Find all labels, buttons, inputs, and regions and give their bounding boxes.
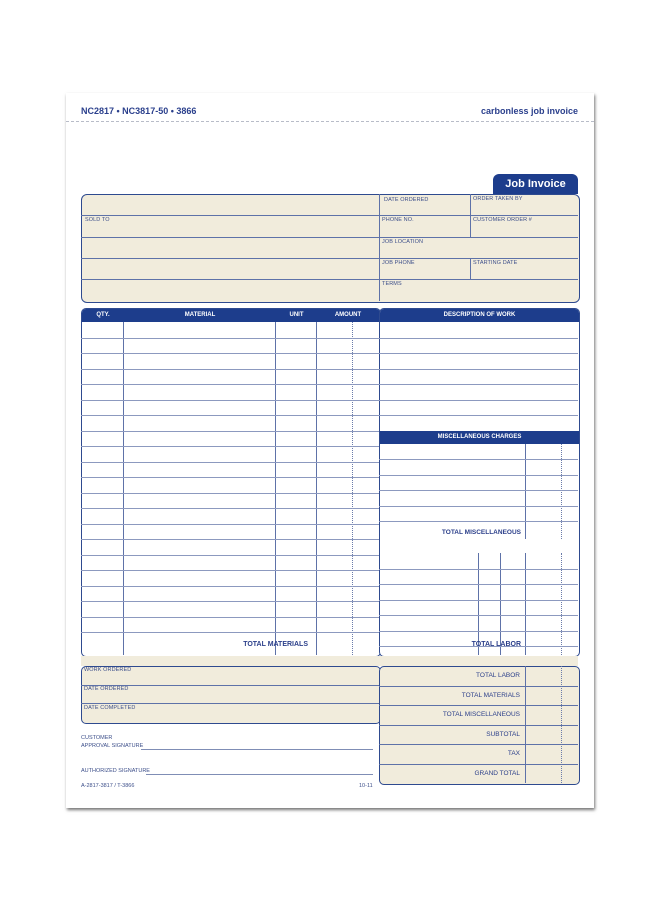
col-unit: UNIT bbox=[289, 312, 304, 318]
ruled-row bbox=[81, 446, 379, 447]
col-labor-amount: AMOUNT bbox=[538, 543, 565, 549]
ruled-row bbox=[379, 615, 578, 616]
summary-label: GRAND TOTAL bbox=[474, 769, 520, 777]
summary-divider bbox=[379, 705, 578, 706]
work-dates-box bbox=[81, 666, 381, 724]
customer-signature-line[interactable] bbox=[141, 749, 373, 750]
ruled-row bbox=[379, 415, 578, 416]
summary-divider bbox=[379, 744, 578, 745]
terms-label: TERMS bbox=[382, 281, 402, 287]
col-amount: AMOUNT bbox=[334, 312, 362, 318]
ruled-row bbox=[379, 506, 578, 507]
total-materials-label: TOTAL MATERIALS bbox=[243, 641, 308, 648]
ruled-row bbox=[379, 631, 578, 632]
summary-label: TOTAL MISCELLANEOUS bbox=[442, 711, 520, 718]
phone-no-label: PHONE NO. bbox=[382, 217, 414, 223]
authorized-signature-line[interactable] bbox=[146, 774, 373, 775]
customer-order-label: CUSTOMER ORDER # bbox=[473, 217, 532, 223]
form-title: Job Invoice bbox=[493, 174, 578, 194]
ruled-row bbox=[81, 555, 379, 556]
summary-divider bbox=[379, 686, 578, 687]
work-table bbox=[379, 308, 580, 657]
ruled-row bbox=[379, 521, 578, 522]
ruled-row bbox=[379, 459, 578, 460]
ruled-row bbox=[81, 400, 379, 401]
ruled-row bbox=[81, 601, 379, 602]
work-ordered-label: WORK ORDERED bbox=[84, 667, 132, 673]
summary-divider bbox=[379, 725, 578, 726]
tagline: carbonless job invoice bbox=[480, 106, 578, 116]
customer-label: CUSTOMER bbox=[81, 735, 113, 741]
product-codes: NC2817 • NC3817-50 • 3866 bbox=[81, 106, 197, 116]
ruled-row bbox=[379, 584, 578, 585]
ruled-row bbox=[379, 569, 578, 570]
ruled-row bbox=[379, 600, 578, 601]
col-qty: QTY. bbox=[96, 312, 110, 318]
ruled-row bbox=[81, 539, 379, 540]
col-material: MATERIAL bbox=[184, 312, 216, 318]
summary-label: SUBTOTAL bbox=[486, 730, 520, 738]
col-rate: RATE bbox=[504, 543, 520, 549]
summary-label: TOTAL MATERIALS bbox=[461, 691, 520, 699]
customer-approval-label: APPROVAL SIGNATURE bbox=[81, 743, 144, 749]
ruled-row bbox=[81, 524, 379, 525]
total-labor-label: TOTAL LABOR bbox=[471, 641, 521, 648]
ruled-row bbox=[379, 475, 578, 476]
starting-date-label: STARTING DATE bbox=[473, 260, 518, 266]
ruled-row bbox=[81, 493, 379, 494]
ruled-row bbox=[379, 338, 578, 339]
revision: 10-11 bbox=[359, 783, 373, 789]
ruled-row bbox=[81, 431, 379, 432]
materials-table bbox=[81, 308, 381, 657]
ruled-row bbox=[81, 617, 379, 618]
ruled-row bbox=[379, 369, 578, 370]
summary-label: TAX bbox=[507, 750, 520, 757]
job-location-label: JOB LOCATION bbox=[382, 239, 424, 245]
ruled-row bbox=[81, 570, 379, 571]
total-misc-label: TOTAL MISCELLANEOUS bbox=[441, 529, 521, 536]
job-phone-label: JOB PHONE bbox=[382, 260, 415, 266]
misc-charges-header: MISCELLANEOUS CHARGES bbox=[380, 431, 579, 444]
ruled-row bbox=[81, 415, 379, 416]
authorized-signature-label: AUTHORIZED SIGNATURE bbox=[81, 768, 150, 774]
col-hrs: HRS. bbox=[481, 543, 497, 549]
ruled-row bbox=[81, 384, 379, 385]
ruled-row bbox=[81, 508, 379, 509]
customer-info-box bbox=[81, 194, 580, 303]
summary-box bbox=[379, 666, 580, 785]
summary-divider bbox=[379, 764, 578, 765]
date-completed-label: DATE COMPLETED bbox=[84, 705, 136, 711]
ruled-row bbox=[81, 338, 379, 339]
ruled-row bbox=[379, 353, 578, 354]
ruled-row bbox=[379, 384, 578, 385]
description-of-work-header: DESCRIPTION OF WORK bbox=[380, 309, 579, 322]
ruled-row bbox=[81, 353, 379, 354]
date-ordered-label-2: DATE ORDERED bbox=[84, 686, 129, 692]
ruled-row bbox=[81, 586, 379, 587]
ruled-row bbox=[81, 477, 379, 478]
invoice-sheet bbox=[66, 93, 594, 808]
ruled-row bbox=[81, 369, 379, 370]
date-ordered-label: DATE ORDERED bbox=[384, 197, 429, 203]
ruled-row bbox=[81, 462, 379, 463]
sold-to-label: SOLD TO bbox=[85, 217, 110, 223]
summary-label: TOTAL LABOR bbox=[476, 672, 520, 679]
ruled-row bbox=[379, 490, 578, 491]
ruled-row bbox=[81, 632, 379, 633]
form-code: A-2817-3817 / T-3866 bbox=[81, 783, 135, 789]
ruled-row bbox=[379, 400, 578, 401]
perforation-line bbox=[66, 121, 594, 122]
col-labor: LABOR bbox=[418, 543, 440, 549]
order-taken-by-label: ORDER TAKEN BY bbox=[473, 196, 523, 202]
